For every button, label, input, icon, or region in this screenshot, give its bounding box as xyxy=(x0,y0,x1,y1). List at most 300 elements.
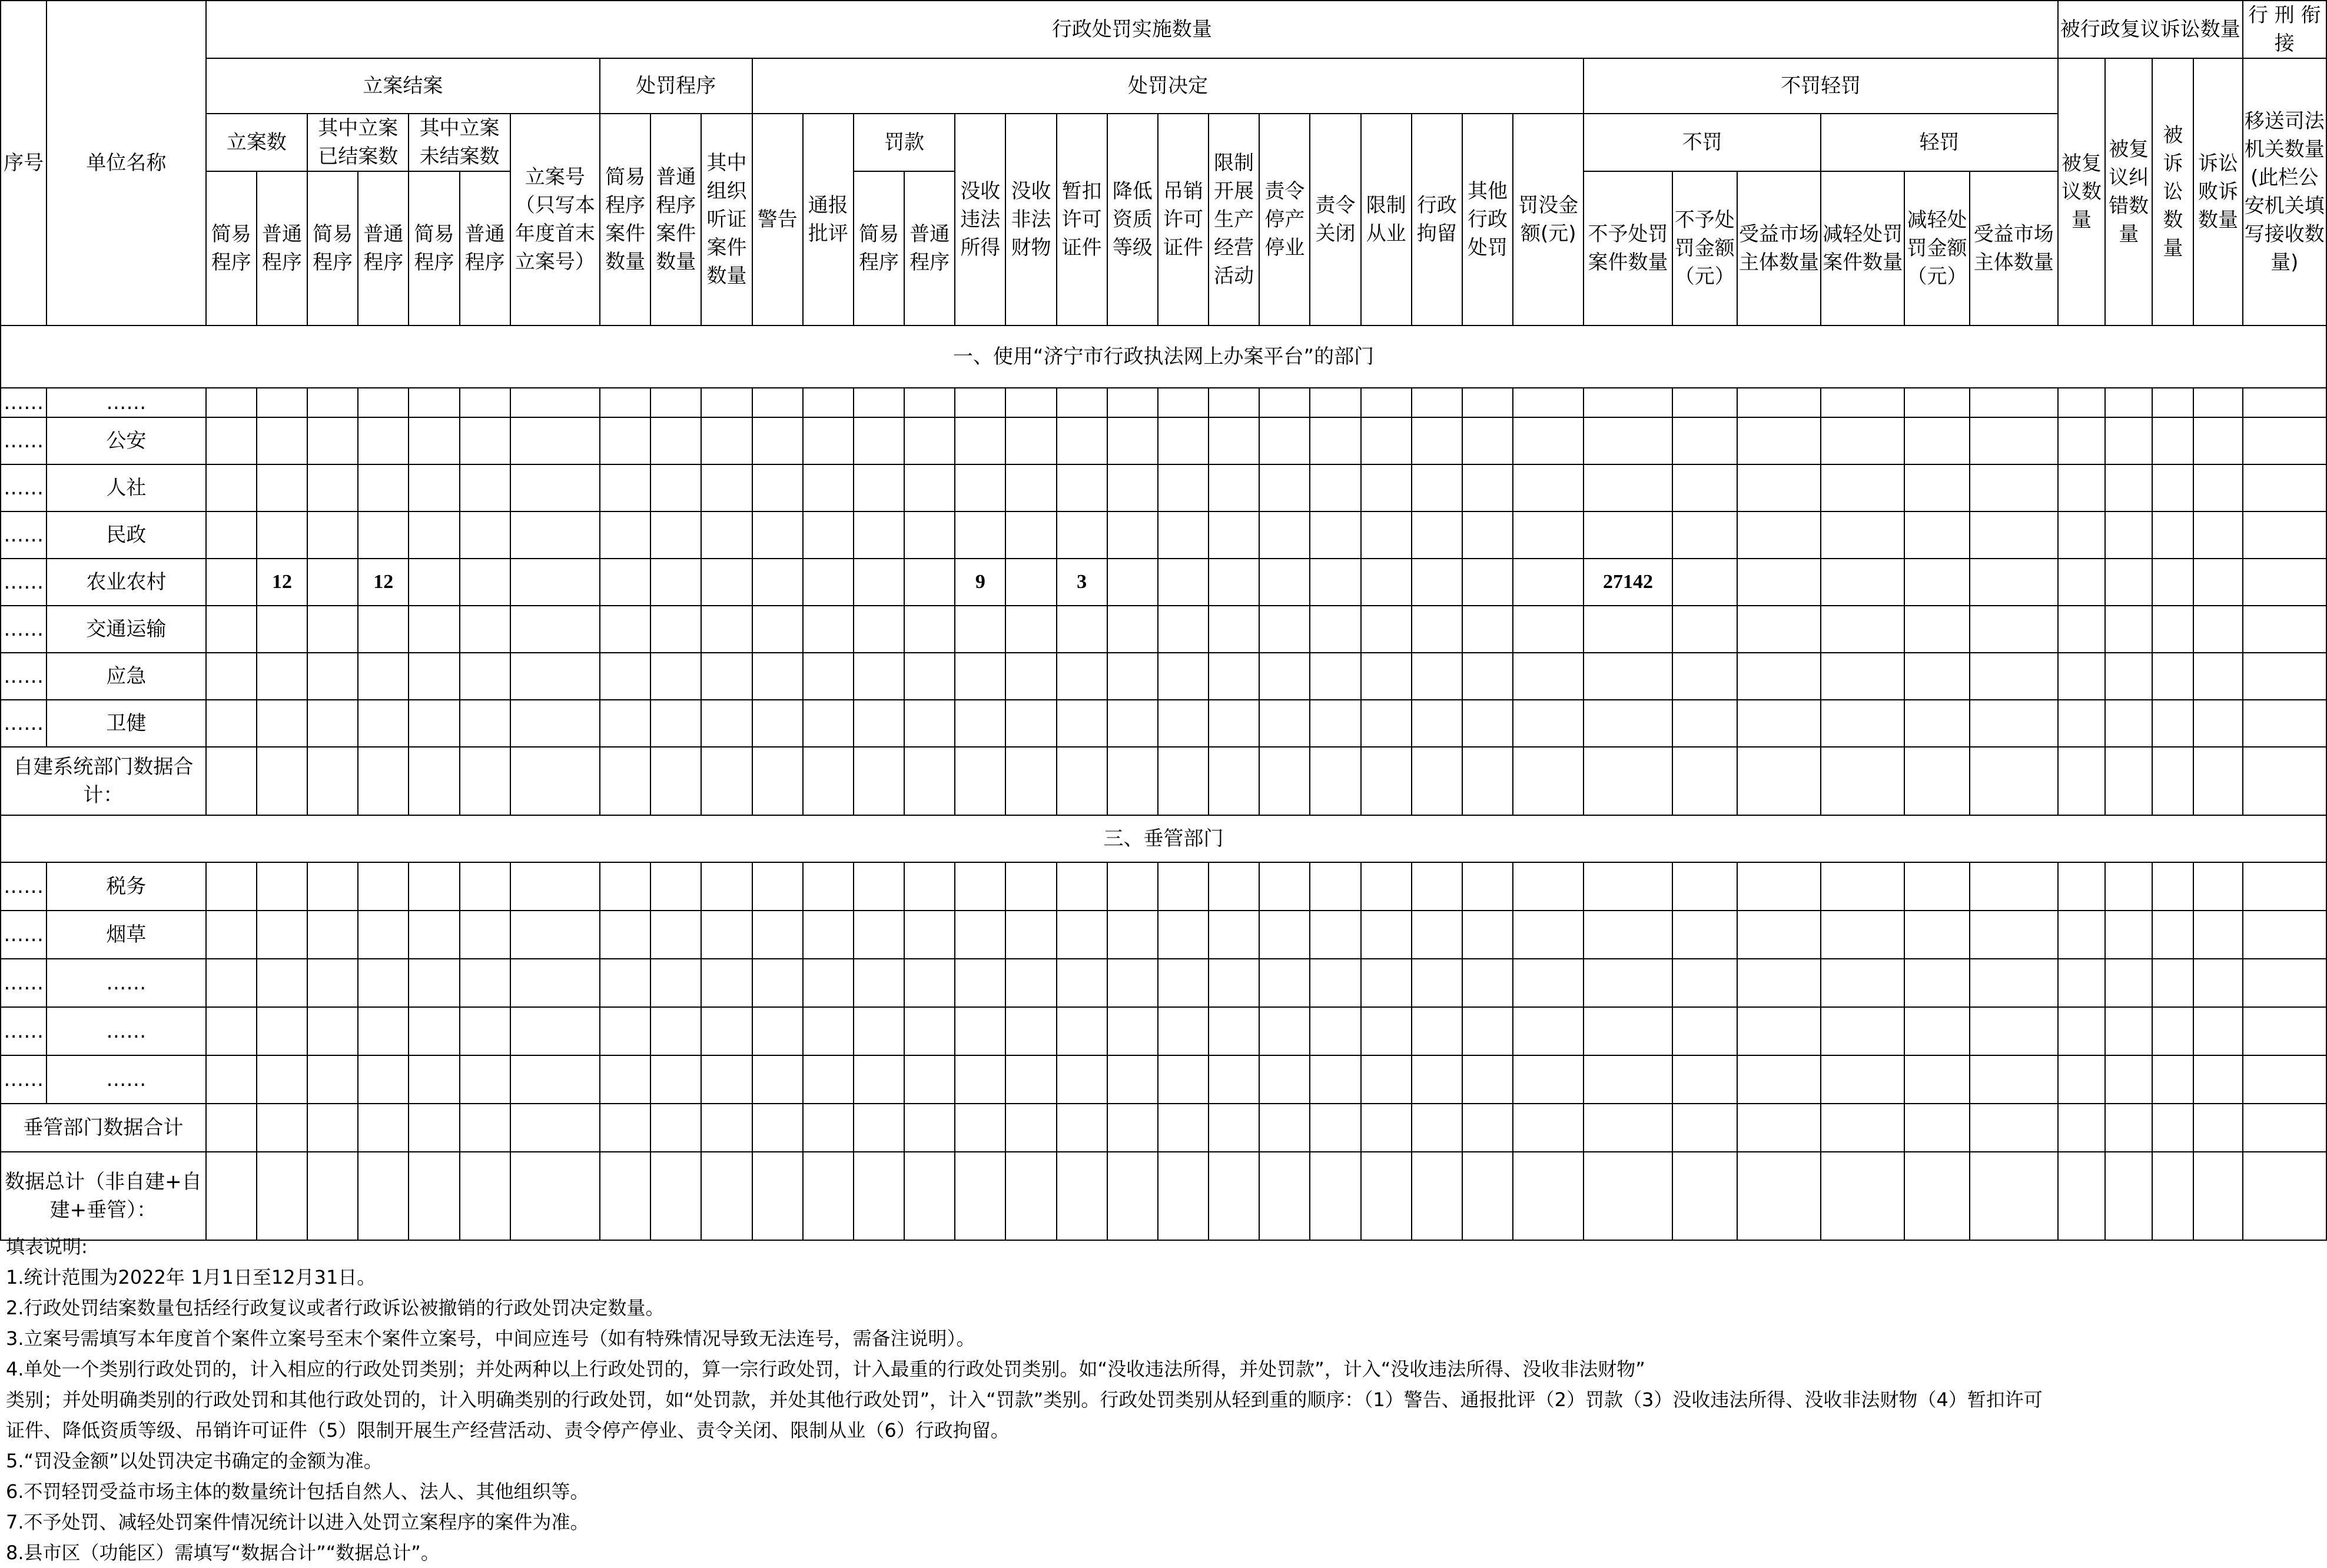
table-cell xyxy=(904,559,955,606)
table-cell xyxy=(752,464,803,511)
table-cell xyxy=(1513,417,1584,464)
table-cell xyxy=(409,464,459,511)
table-cell xyxy=(1005,653,1056,700)
col-limit-practice: 限制从业 xyxy=(1361,114,1412,325)
row-unit-name: …… xyxy=(47,388,206,417)
table-cell xyxy=(257,653,307,700)
table-cell xyxy=(1209,388,1259,417)
table-cell xyxy=(904,1104,955,1152)
table-cell xyxy=(1158,511,1209,559)
table-cell xyxy=(1057,606,1107,653)
table-cell xyxy=(1584,1152,1672,1240)
table-cell xyxy=(1904,417,1969,464)
table-cell xyxy=(460,1007,510,1055)
table-cell xyxy=(1412,464,1462,511)
table-cell xyxy=(2152,559,2193,606)
table-cell xyxy=(1821,1152,1904,1240)
table-cell xyxy=(1259,700,1310,747)
table-row xyxy=(1,559,2326,606)
table-cell xyxy=(1904,862,1969,911)
table-cell xyxy=(206,653,257,700)
table-cell xyxy=(1412,911,1462,959)
table-cell xyxy=(1259,747,1310,815)
col-group-criminal: 行 刑 衔 接 xyxy=(2243,1,2326,58)
table-cell xyxy=(2105,1007,2152,1055)
table-cell xyxy=(1462,559,1513,606)
table-cell xyxy=(803,911,854,959)
table-cell xyxy=(955,388,1005,417)
table-cell xyxy=(1107,653,1158,700)
table-cell xyxy=(2105,559,2152,606)
table-cell xyxy=(206,959,257,1007)
table-cell xyxy=(1462,700,1513,747)
col-confiscate-property: 没收非法财物 xyxy=(1005,114,1056,325)
table-cell xyxy=(1158,1007,1209,1055)
table-cell xyxy=(2058,464,2105,511)
table-cell xyxy=(257,606,307,653)
table-cell xyxy=(1310,959,1360,1007)
table-cell xyxy=(1005,388,1056,417)
table-cell xyxy=(1513,959,1584,1007)
table-cell xyxy=(1970,1055,2058,1104)
table-cell xyxy=(1672,653,1737,700)
table-cell xyxy=(600,1007,650,1055)
table-cell xyxy=(358,464,409,511)
table-cell xyxy=(650,511,701,559)
note-line: 2.行政处罚结案数量包括经行政复议或者行政诉讼被撤销的行政处罚决定数量。 xyxy=(6,1297,665,1319)
table-cell xyxy=(358,653,409,700)
table-cell xyxy=(1462,1104,1513,1152)
table-cell xyxy=(650,388,701,417)
table-cell xyxy=(1057,1152,1107,1240)
note-line: 8.县市区（功能区）需填写“数据合计”“数据总计”。 xyxy=(6,1542,440,1564)
table-cell xyxy=(1584,862,1672,911)
table-cell xyxy=(1209,1055,1259,1104)
col-warning: 警告 xyxy=(752,114,803,325)
table-cell xyxy=(1005,911,1056,959)
table-cell xyxy=(701,1104,752,1152)
col-light-punish: 轻罚 xyxy=(1821,114,2058,171)
table-cell xyxy=(460,959,510,1007)
table-cell xyxy=(257,1104,307,1152)
table-cell xyxy=(803,511,854,559)
grand-total-row-label: 数据总计（非自建+自建+垂管）： xyxy=(1,1152,206,1240)
table-cell xyxy=(510,464,600,511)
table-cell xyxy=(2243,1055,2326,1104)
table-cell: 12 xyxy=(358,559,409,606)
col-order-close: 责令关闭 xyxy=(1310,114,1360,325)
table-cell xyxy=(1737,1007,1821,1055)
col-unclosed-normal: 普通程序 xyxy=(460,171,510,325)
table-cell xyxy=(409,1152,459,1240)
table-cell xyxy=(1904,700,1969,747)
table-cell xyxy=(1821,417,1904,464)
table-cell xyxy=(650,1152,701,1240)
table-cell xyxy=(358,1152,409,1240)
table-cell xyxy=(1584,1104,1672,1152)
table-cell xyxy=(1821,653,1904,700)
table-cell xyxy=(1412,606,1462,653)
table-cell xyxy=(2243,388,2326,417)
table-cell xyxy=(358,1007,409,1055)
table-cell xyxy=(510,417,600,464)
table-cell xyxy=(1412,1055,1462,1104)
table-cell xyxy=(358,1104,409,1152)
col-detention: 行政拘留 xyxy=(1412,114,1462,325)
table-cell xyxy=(358,417,409,464)
table-cell xyxy=(854,417,904,464)
table-cell xyxy=(752,511,803,559)
table-cell xyxy=(752,959,803,1007)
table-cell xyxy=(307,1152,358,1240)
table-cell xyxy=(510,747,600,815)
table-cell xyxy=(1513,700,1584,747)
table-cell xyxy=(1361,559,1412,606)
table-cell xyxy=(409,388,459,417)
table-cell xyxy=(701,1055,752,1104)
table-cell xyxy=(600,606,650,653)
table-cell xyxy=(1209,862,1259,911)
table-cell xyxy=(2152,511,2193,559)
table-cell xyxy=(1462,862,1513,911)
table-cell xyxy=(2105,1104,2152,1152)
table-cell xyxy=(1057,653,1107,700)
col-seq: 序号 xyxy=(1,1,47,325)
table-cell xyxy=(955,700,1005,747)
table-row xyxy=(1,388,2326,417)
table-cell xyxy=(1158,1055,1209,1104)
table-cell xyxy=(1412,1152,1462,1240)
table-cell xyxy=(206,1055,257,1104)
table-cell xyxy=(752,1104,803,1152)
table-cell xyxy=(650,417,701,464)
table-cell xyxy=(854,1152,904,1240)
table-cell xyxy=(1737,1055,1821,1104)
table-cell xyxy=(701,700,752,747)
table-cell xyxy=(1005,417,1056,464)
table-cell xyxy=(2193,1055,2242,1104)
table-cell xyxy=(2243,1104,2326,1152)
table-cell xyxy=(1821,862,1904,911)
table-cell xyxy=(1361,1152,1412,1240)
table-cell xyxy=(1462,464,1513,511)
table-cell xyxy=(1107,388,1158,417)
table-cell xyxy=(1672,559,1737,606)
table-cell xyxy=(460,417,510,464)
table-cell xyxy=(1970,1007,2058,1055)
table-cell xyxy=(409,862,459,911)
row-index: …… xyxy=(1,911,47,959)
table-cell xyxy=(358,388,409,417)
table-cell xyxy=(1412,388,1462,417)
table-cell xyxy=(409,1007,459,1055)
table-cell xyxy=(1462,747,1513,815)
table-cell xyxy=(1209,606,1259,653)
table-cell xyxy=(1158,388,1209,417)
row-unit-name: 卫健 xyxy=(47,700,206,747)
table-row xyxy=(1,653,2326,700)
row-index: …… xyxy=(1,388,47,417)
table-cell xyxy=(1107,862,1158,911)
table-cell xyxy=(2105,1055,2152,1104)
table-cell xyxy=(1737,511,1821,559)
table-cell xyxy=(2105,700,2152,747)
table-row xyxy=(1,511,2326,559)
table-cell xyxy=(2193,862,2242,911)
table-cell xyxy=(1361,464,1412,511)
table-cell xyxy=(1310,1104,1360,1152)
table-cell xyxy=(1057,417,1107,464)
table-cell xyxy=(752,747,803,815)
table-cell xyxy=(1412,1104,1462,1152)
table-cell xyxy=(650,1007,701,1055)
table-cell xyxy=(1057,1055,1107,1104)
table-cell xyxy=(307,700,358,747)
table-cell xyxy=(1057,1007,1107,1055)
table-cell xyxy=(460,653,510,700)
table-cell xyxy=(409,417,459,464)
table-cell xyxy=(1310,862,1360,911)
table-cell xyxy=(2193,464,2242,511)
table-cell xyxy=(1412,747,1462,815)
table-cell xyxy=(1462,417,1513,464)
table-cell xyxy=(1310,417,1360,464)
table-cell xyxy=(206,862,257,911)
table-cell xyxy=(1209,1007,1259,1055)
subtotal-row-vertical-label: 垂管部门数据合计 xyxy=(1,1104,206,1152)
table-cell xyxy=(2058,653,2105,700)
table-cell xyxy=(1158,559,1209,606)
table-cell xyxy=(2152,1055,2193,1104)
table-cell xyxy=(2193,911,2242,959)
table-cell xyxy=(2058,388,2105,417)
table-cell xyxy=(1672,464,1737,511)
table-cell xyxy=(752,388,803,417)
table-cell xyxy=(1821,464,1904,511)
table-cell xyxy=(1209,747,1259,815)
table-cell xyxy=(600,1104,650,1152)
table-cell xyxy=(1904,559,1969,606)
table-cell xyxy=(854,747,904,815)
table-cell xyxy=(1259,862,1310,911)
table-cell xyxy=(2152,606,2193,653)
table-cell xyxy=(206,1007,257,1055)
table-cell xyxy=(307,1104,358,1152)
table-cell xyxy=(257,1152,307,1240)
table-cell xyxy=(1904,959,1969,1007)
table-cell xyxy=(2058,1007,2105,1055)
row-unit-name: 民政 xyxy=(47,511,206,559)
table-cell xyxy=(1107,700,1158,747)
table-cell xyxy=(1737,1104,1821,1152)
table-cell xyxy=(257,417,307,464)
table-cell xyxy=(2243,511,2326,559)
col-closed: 其中立案已结案数 xyxy=(307,114,409,171)
table-cell xyxy=(358,911,409,959)
table-cell xyxy=(1821,511,1904,559)
table-cell xyxy=(600,747,650,815)
table-cell xyxy=(650,1104,701,1152)
table-cell xyxy=(2058,1152,2105,1240)
table-cell xyxy=(1107,559,1158,606)
table-cell xyxy=(358,1055,409,1104)
table-cell xyxy=(510,559,600,606)
table-cell xyxy=(1209,417,1259,464)
table-cell xyxy=(409,1104,459,1152)
table-cell xyxy=(904,388,955,417)
table-cell xyxy=(2058,959,2105,1007)
table-cell xyxy=(409,959,459,1007)
table-cell xyxy=(2193,653,2242,700)
table-cell xyxy=(1107,1007,1158,1055)
table-cell xyxy=(358,862,409,911)
table-cell xyxy=(1904,606,1969,653)
table-cell xyxy=(510,1007,600,1055)
table-cell xyxy=(1259,1152,1310,1240)
table-cell xyxy=(1057,700,1107,747)
table-cell xyxy=(510,911,600,959)
table-cell xyxy=(1158,747,1209,815)
table-cell xyxy=(1412,653,1462,700)
table-cell xyxy=(2243,417,2326,464)
table-cell xyxy=(307,653,358,700)
table-cell xyxy=(1005,700,1056,747)
table-cell xyxy=(1737,559,1821,606)
subtotal-row-vertical xyxy=(1,1104,2326,1152)
table-cell xyxy=(1672,1104,1737,1152)
table-cell xyxy=(1310,511,1360,559)
row-index: …… xyxy=(1,862,47,911)
table-cell xyxy=(701,388,752,417)
subtotal-row-self-built-label: 自建系统部门数据合计： xyxy=(1,747,206,815)
table-cell xyxy=(1672,606,1737,653)
table-cell xyxy=(904,1152,955,1240)
table-cell xyxy=(1737,653,1821,700)
table-cell xyxy=(510,700,600,747)
table-cell xyxy=(1672,417,1737,464)
table-cell xyxy=(1672,862,1737,911)
table-cell xyxy=(206,417,257,464)
table-cell xyxy=(1970,700,2058,747)
col-suspend-license: 暂扣许可证件 xyxy=(1057,114,1107,325)
table-cell xyxy=(358,700,409,747)
row-index: …… xyxy=(1,606,47,653)
col-simple-cases: 简易程序案件数量 xyxy=(600,114,650,325)
table-cell xyxy=(409,747,459,815)
table-cell xyxy=(2243,700,2326,747)
table-cell xyxy=(1107,911,1158,959)
table-cell xyxy=(803,747,854,815)
table-row xyxy=(1,1055,2326,1104)
table-cell xyxy=(854,606,904,653)
table-cell xyxy=(803,653,854,700)
table-cell xyxy=(1107,1055,1158,1104)
table-cell xyxy=(1209,1104,1259,1152)
table-cell xyxy=(2105,511,2152,559)
col-review-corrected: 被复议纠错数量 xyxy=(2105,58,2152,325)
table-cell xyxy=(1057,959,1107,1007)
table-cell xyxy=(752,1152,803,1240)
fill-instructions xyxy=(6,1231,2319,1568)
table-cell xyxy=(1259,911,1310,959)
col-no-punish-subjects: 受益市场主体数量 xyxy=(1737,171,1821,325)
table-cell xyxy=(1005,511,1056,559)
table-cell xyxy=(510,1055,600,1104)
table-cell xyxy=(2243,653,2326,700)
col-fine-amount: 罚没金额(元) xyxy=(1513,114,1584,325)
table-cell xyxy=(1904,1152,1969,1240)
table-cell xyxy=(1513,511,1584,559)
table-cell xyxy=(955,959,1005,1007)
table-cell xyxy=(1107,464,1158,511)
table-cell xyxy=(2152,862,2193,911)
table-cell xyxy=(904,653,955,700)
col-case-no: 立案号（只写本年度首末立案号） xyxy=(510,114,600,325)
table-cell xyxy=(1259,606,1310,653)
table-cell xyxy=(1158,1104,1209,1152)
table-cell xyxy=(1209,464,1259,511)
table-cell xyxy=(1970,388,2058,417)
table-cell xyxy=(2058,862,2105,911)
table-cell xyxy=(1737,417,1821,464)
table-cell xyxy=(701,559,752,606)
col-group-decision: 处罚决定 xyxy=(752,58,1584,114)
table-cell xyxy=(1310,1007,1360,1055)
row-index: …… xyxy=(1,959,47,1007)
table-cell xyxy=(955,653,1005,700)
table-cell xyxy=(307,464,358,511)
table-cell xyxy=(2105,388,2152,417)
table-cell xyxy=(1970,1152,2058,1240)
table-cell xyxy=(307,511,358,559)
col-reduce-subjects: 受益市场主体数量 xyxy=(1970,171,2058,325)
table-cell xyxy=(1005,959,1056,1007)
table-cell xyxy=(955,511,1005,559)
note-line: 3.立案号需填写本年度首个案件立案号至末个案件立案号，中间应连号（如有特殊情况导致无法连号，需备注说明）。 xyxy=(6,1327,975,1350)
table-cell xyxy=(1462,959,1513,1007)
table-cell xyxy=(206,1152,257,1240)
table-cell xyxy=(1005,1055,1056,1104)
table-cell xyxy=(1821,1007,1904,1055)
table-cell xyxy=(1310,653,1360,700)
table-cell xyxy=(358,747,409,815)
table-cell xyxy=(1107,959,1158,1007)
table-cell xyxy=(600,388,650,417)
table-cell xyxy=(2152,911,2193,959)
table-cell xyxy=(2152,1007,2193,1055)
table-cell xyxy=(358,511,409,559)
table-cell xyxy=(1310,747,1360,815)
table-cell xyxy=(1904,511,1969,559)
table-cell xyxy=(1310,388,1360,417)
table-cell xyxy=(701,862,752,911)
table-cell xyxy=(600,862,650,911)
table-cell xyxy=(1672,747,1737,815)
table-cell xyxy=(307,606,358,653)
table-row xyxy=(1,911,2326,959)
table-cell xyxy=(1005,1007,1056,1055)
table-cell xyxy=(1513,911,1584,959)
table-cell xyxy=(2243,747,2326,815)
table-cell xyxy=(1821,700,1904,747)
row-unit-name: …… xyxy=(47,1007,206,1055)
table-cell xyxy=(460,700,510,747)
table-cell xyxy=(206,511,257,559)
table-row xyxy=(1,464,2326,511)
table-cell xyxy=(1970,747,2058,815)
table-cell xyxy=(600,1152,650,1240)
table-cell xyxy=(1462,653,1513,700)
